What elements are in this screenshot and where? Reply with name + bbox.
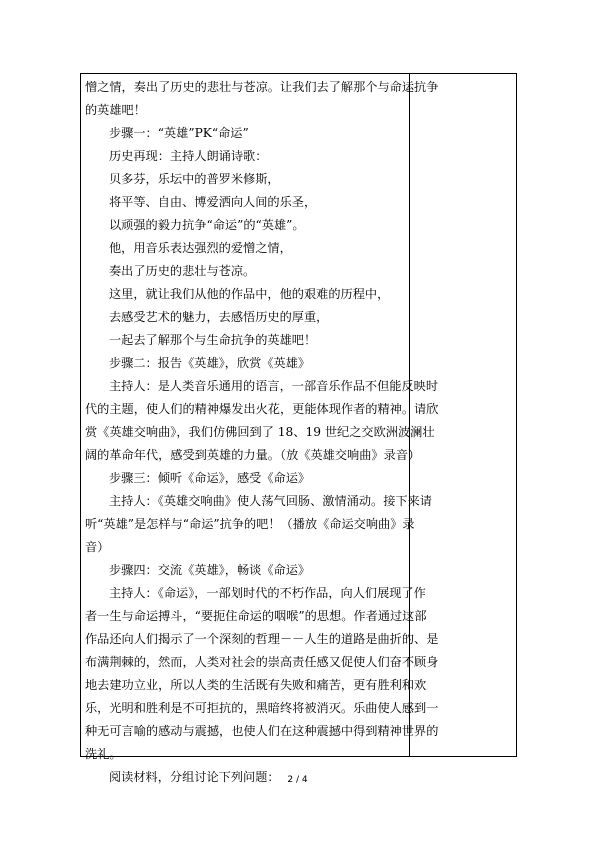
text-line: 者一生与命运搏斗，“要扼住命运的咽喉”的思想。作者通过这部 (85, 609, 427, 623)
text-line: 步骤一：“英雄”PK“命运” (109, 126, 249, 140)
text-line: 一起去了解那个与生命抗争的英雄吧！ (109, 333, 317, 347)
text-line: 音） (85, 540, 110, 554)
text-line: 布满荆棘的，然而，人类对社会的崇高责任感又促使人们奋不顾身 (85, 655, 439, 669)
text-line: 将平等、自由、博爱洒向人间的乐圣， (109, 195, 317, 209)
text-line: 主持人：是人类音乐通用的语言，一部音乐作品不但能反映时 (109, 379, 439, 393)
text-line: 这里，就让我们从他的作品中，他的艰难的历程中， (109, 287, 390, 301)
text-line: 憎之情，奏出了历史的悲壮与苍凉。让我们去了解那个与命运抗争 (85, 80, 439, 94)
text-line: 以顽强的毅力抗争“命运”的“英雄”。 (109, 218, 305, 232)
text-line: 代的主题，使人们的精神爆发出火花，更能体现作者的精神。请欣 (85, 402, 439, 416)
text-line: 步骤二：报告《英雄》，欣赏《英雄》 (109, 356, 311, 370)
text-line: 步骤三：倾听《命运》，感受《命运》 (109, 471, 311, 485)
text-line: 主持人：《英雄交响曲》使人荡气回肠、激情涌动。接下来请 (109, 494, 432, 508)
text-line: 步骤四：交流《英雄》，畅谈《命运》 (109, 563, 311, 577)
text-line: 阅读材料，分组讨论下列问题： (109, 770, 280, 784)
text-line: 他，用音乐表达强烈的爱憎之情， (109, 241, 292, 255)
text-line: 的英雄吧！ (85, 103, 146, 117)
text-line: 阔的革命年代，感受到英雄的力量。（放《英雄交响曲》录音） (85, 448, 421, 462)
page-number: 2 / 4 (287, 775, 308, 785)
text-line: 种无可言喻的感动与震撼，也使人们在这种震撼中得到精神世界的 (85, 724, 439, 738)
text-line: 作品还向人们揭示了一个深刻的哲理－－人生的道路是曲折的、是 (85, 632, 439, 646)
lesson-content-cell (85, 76, 439, 789)
text-line: 听“英雄”是怎样与“命运”抗争的吧！（播放《命运交响曲》录 (85, 517, 415, 531)
text-line: 地去建功立业，所以人类的生活既有失败和痛苦，更有胜利和欢 (85, 678, 427, 692)
text-line: 贝多芬，乐坛中的普罗米修斯， (109, 172, 280, 186)
text-line: 历史再现：主持人朗诵诗歌： (109, 149, 268, 163)
text-line: 洗礼。 (85, 747, 122, 761)
text-line: 主持人：《命运》，一部划时代的不朽作品，向人们展现了作 (109, 586, 426, 600)
text-line: 去感受艺术的魅力，去感悟历史的厚重， (109, 310, 329, 324)
text-line: 赏《英雄交响曲》，我们仿佛回到了 18、19 世纪之交欧洲波澜壮 (85, 425, 435, 439)
text-line: 乐，光明和胜利是不可拒抗的，黑暗终将被消灭。乐曲使人感到一 (85, 701, 439, 715)
text-line: 奏出了历史的悲壮与苍凉。 (109, 264, 256, 278)
